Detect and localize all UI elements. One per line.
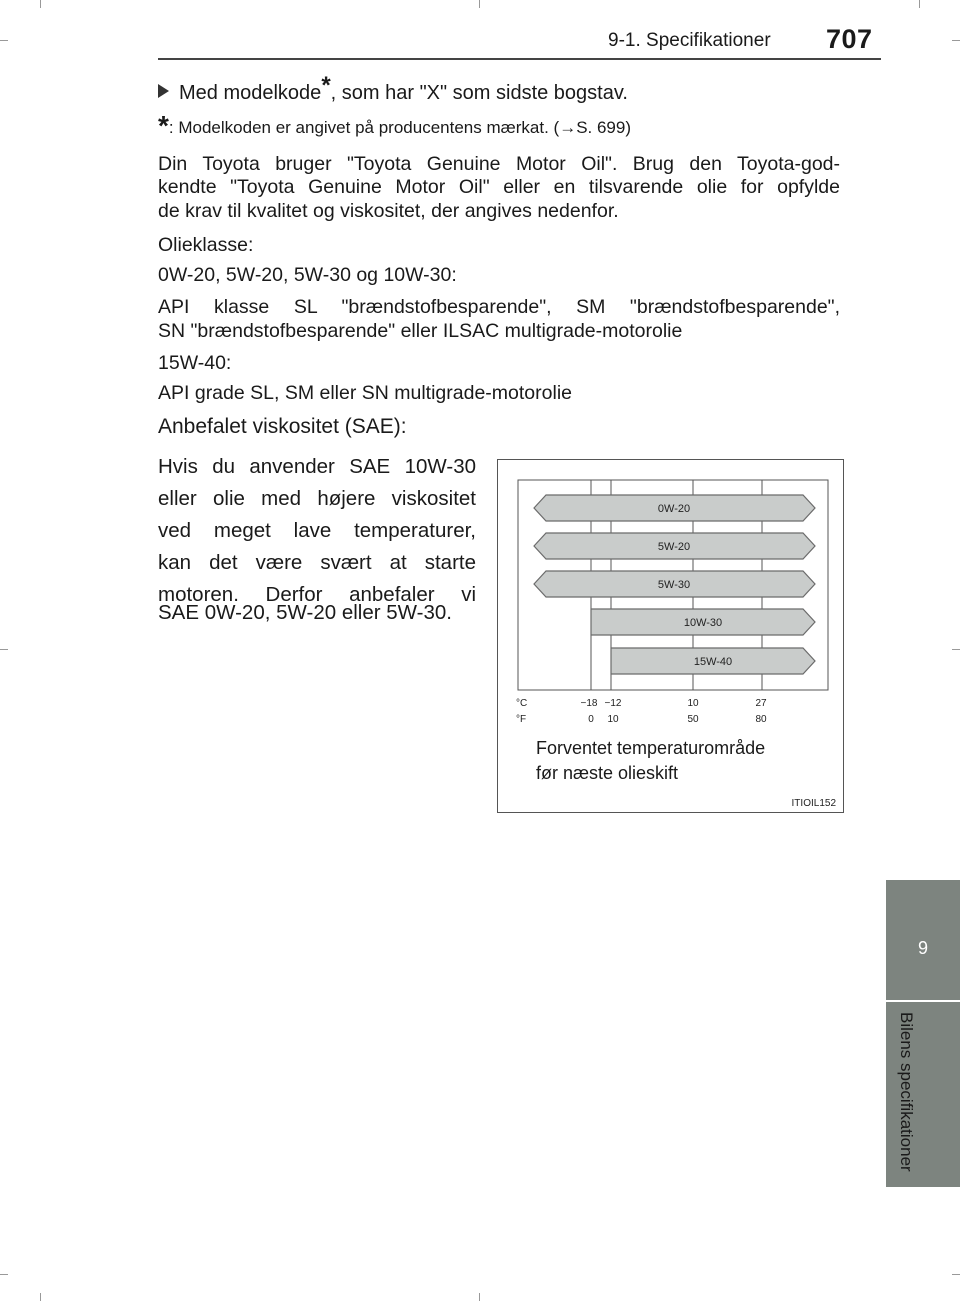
bullet-text-pre: Med modelkode <box>179 82 322 104</box>
celsius-tick: 10 <box>687 698 699 709</box>
triangle-bullet-icon <box>158 84 169 98</box>
grade-label-10w30: 10W-30 <box>683 617 723 629</box>
celsius-unit: °C <box>516 698 528 709</box>
figure-id: ITIOIL152 <box>791 798 836 809</box>
fahrenheit-tick: 10 <box>607 714 619 725</box>
page-number: 707 <box>826 24 873 54</box>
chapter-number: 9 <box>917 938 928 958</box>
group1-grades: 0W-20, 5W-20, 5W-30 og 10W-30: <box>158 264 457 286</box>
chapter-label: Bilens specifikationer <box>897 1012 916 1172</box>
advice-line: kan det være svært at starte <box>158 551 476 574</box>
crop-mark <box>479 1293 480 1301</box>
grade-label-5w20: 5W-20 <box>657 541 691 553</box>
footnote-ref: S. 699) <box>576 118 631 137</box>
crop-mark <box>0 40 8 41</box>
grade-label-5w30: 5W-30 <box>657 579 691 591</box>
intro-line: de krav til kvalitet og viskositet, der angives nedenfor. <box>158 200 619 222</box>
figure-caption-line: Forventet temperaturområde <box>536 738 766 758</box>
crop-mark <box>40 1293 41 1301</box>
advice-line: ved meget lave temperaturer, <box>158 519 476 542</box>
fahrenheit-tick: 80 <box>755 714 767 725</box>
grade-label-0w20: 0W-20 <box>657 503 691 515</box>
advice-line: motoren. Derfor anbefaler vi <box>158 583 476 606</box>
footnote-text: : Modelkoden er angivet på producentens mærkat. ( <box>168 118 560 137</box>
asterisk: * <box>321 72 331 99</box>
celsius-tick: −18 <box>580 698 598 709</box>
fahrenheit-unit: °F <box>516 714 527 725</box>
arrow-right-icon: → <box>559 118 577 137</box>
figure-caption-line: før næste olieskift <box>536 763 679 783</box>
crop-mark <box>0 649 8 650</box>
intro-line: kendte "Toyota Genuine Motor Oil" eller en tilsvarende olie for opfylde <box>158 176 840 198</box>
fahrenheit-tick: 50 <box>687 714 699 725</box>
viscosity-chart <box>498 460 843 812</box>
group2-grades: 15W-40: <box>158 352 232 374</box>
grade-label-15w40: 15W-40 <box>693 656 733 668</box>
viscosity-heading: Anbefalet viskositet (SAE): <box>158 415 407 438</box>
intro-line: Din Toyota bruger "Toyota Genuine Motor Oil". Brug den Toyota-god- <box>158 153 840 175</box>
celsius-tick: −12 <box>604 698 622 709</box>
crop-mark <box>952 1274 960 1275</box>
advice-line: eller olie med højere viskositet <box>158 487 476 510</box>
crop-mark <box>952 649 960 650</box>
crop-mark <box>40 0 41 8</box>
header-rule <box>158 58 881 60</box>
footnote <box>158 110 631 142</box>
advice-line: SAE 0W-20, 5W-20 eller 5W-30. <box>158 601 452 624</box>
footnote-asterisk: * <box>158 110 169 141</box>
model-code-bullet <box>158 72 628 105</box>
bullet-text-post: , som har "X" som sidste bogstav. <box>330 82 628 104</box>
group2-desc: API grade SL, SM eller SN multigrade-motorolie <box>158 382 573 404</box>
crop-mark <box>0 1274 8 1275</box>
group1-desc-line: SN "brændstofbesparende" eller ILSAC multigrade-motorolie <box>158 320 683 342</box>
advice-line: Hvis du anvender SAE 10W-30 <box>158 455 476 478</box>
fahrenheit-tick: 0 <box>588 714 594 725</box>
crop-mark <box>952 40 960 41</box>
celsius-tick: 27 <box>755 698 767 709</box>
viscosity-figure <box>497 459 844 813</box>
group1-desc-line: API klasse SL "brændstofbesparende", SM "brændstofbesparende", <box>158 296 840 318</box>
section-title: 9-1. Specifikationer <box>608 30 771 51</box>
crop-mark <box>479 0 480 8</box>
oil-class-label: Olieklasse: <box>158 234 254 256</box>
crop-mark <box>919 0 920 8</box>
